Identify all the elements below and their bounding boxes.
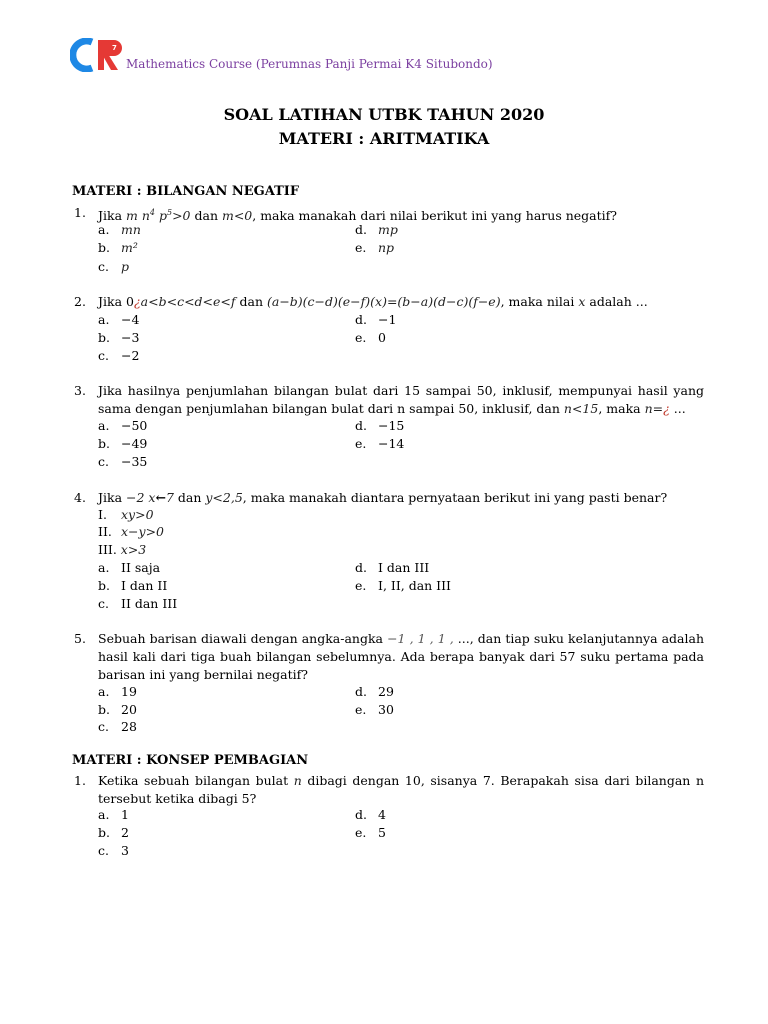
- option: b. I dan II: [98, 578, 168, 593]
- option: b. 2: [98, 825, 129, 840]
- question-number: 5.: [74, 631, 86, 646]
- question-3: [74, 382, 704, 418]
- svg-text:7: 7: [112, 44, 117, 52]
- question-text: Jika m $n^4$ $p^5>0$ dan m<0, maka manakah dari nilai berikut ini yang harus negatif?: [98, 208, 617, 224]
- question-2: [74, 293, 704, 311]
- question-text-line: sama dengan penjumlahan bilangan bulat dari n sampai 50, inklusif, dan n<15, maka n=¿ ...: [98, 401, 686, 416]
- option: d. 4: [355, 807, 386, 822]
- question-1: [74, 772, 704, 808]
- statement: III. x>3: [98, 542, 147, 557]
- question-text: Jika −2 x←7 dan y<2,5, maka manakah diantara pernyataan berikut ini yang pasti benar?: [98, 490, 668, 505]
- option: a. mn: [98, 222, 141, 237]
- option: d. −1: [355, 312, 397, 327]
- option: a. 1: [98, 807, 129, 822]
- section-title: MATERI : KONSEP PEMBAGIAN: [72, 753, 309, 768]
- question-number: 4.: [74, 490, 86, 505]
- option: e. 0: [355, 330, 386, 345]
- document-title: SOAL LATIHAN UTBK TAHUN 2020: [223, 105, 545, 124]
- option: c. II dan III: [98, 596, 178, 611]
- course-name: Mathematics Course (Perumnas Panji Permai K4 Situbondo): [126, 57, 493, 71]
- section-title: MATERI : BILANGAN NEGATIF: [72, 184, 300, 199]
- statement: II. x−y>0: [98, 524, 165, 539]
- option: c. 28: [98, 719, 137, 734]
- option: b. 20: [98, 702, 137, 717]
- option: b. −49: [98, 436, 148, 451]
- option: b. −3: [98, 330, 140, 345]
- option: e. −14: [355, 436, 405, 451]
- question-text-line: tersebut ketika dibagi 5?: [98, 791, 257, 806]
- option: d. mp: [355, 222, 398, 237]
- question-text-line: hasil kali dari tiga buah bilangan sebelumnya. Ada berapa banyak dari 57 suku pertama pada: [98, 649, 704, 664]
- option: e. I, II, dan III: [355, 578, 451, 593]
- option: d. 29: [355, 684, 394, 699]
- option: c. −35: [98, 454, 148, 469]
- option: e. 30: [355, 702, 394, 717]
- option: c. −2: [98, 348, 140, 363]
- question-number: 3.: [74, 383, 86, 398]
- question-number: 1.: [74, 773, 86, 788]
- question-5: [74, 630, 704, 684]
- question-text-line: Ketika sebuah bilangan bulat n dibagi dengan 10, sisanya 7. Berapakah sisa dari bilangan n: [98, 773, 704, 788]
- option: c. p: [98, 259, 130, 274]
- question-number: 1.: [74, 205, 86, 220]
- question-text-line: barisan ini yang bernilai negatif?: [98, 667, 308, 682]
- question-text: Jika 0¿a<b<c<d<e<f dan (a−b)(c−d)(e−f)(x)=(b−a)(d−c)(f−e), maka nilai x adalah ...: [98, 294, 648, 309]
- option: b. m²: [98, 240, 138, 255]
- option: e. 5: [355, 825, 386, 840]
- question-4: [74, 489, 704, 507]
- option: d. I dan III: [355, 560, 430, 575]
- document-subtitle: MATERI : ARITMATIKA: [278, 129, 490, 148]
- option: a. 19: [98, 684, 137, 699]
- logo: [70, 38, 122, 72]
- question-text-line: Sebuah barisan diawali dengan angka-angka −1 , 1 , 1 , ..., dan tiap suku kelanjutannya adalah: [98, 631, 705, 646]
- option: c. 3: [98, 843, 129, 858]
- question-number: 2.: [74, 294, 86, 309]
- option: a. II saja: [98, 560, 161, 575]
- statement: I. xy>0: [98, 507, 154, 522]
- option: a. −50: [98, 418, 148, 433]
- option: e. np: [355, 240, 395, 255]
- option: a. −4: [98, 312, 140, 327]
- option: d. −15: [355, 418, 405, 433]
- question-text-line: Jika hasilnya penjumlahan bilangan bulat dari 15 sampai 50, inklusif, mempunyai hasil yang: [98, 383, 704, 398]
